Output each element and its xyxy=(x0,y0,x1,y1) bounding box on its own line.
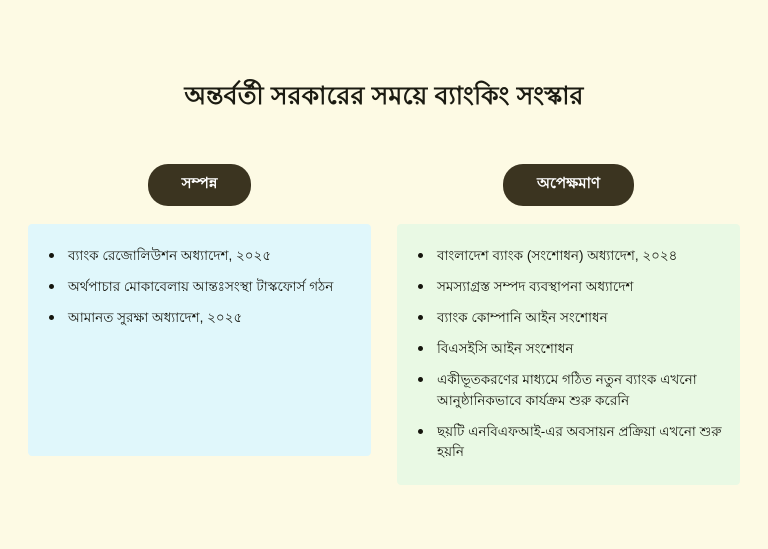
bullet-icon xyxy=(418,315,423,320)
list-item xyxy=(42,246,353,267)
list-item xyxy=(411,277,722,298)
list-item-text: একীভূতকরণের মাধ্যমে গঠিত নতুন ব্যাংক এখনো আনুষ্ঠানিকভাবে কার্যক্রম শুরু করেনি xyxy=(437,371,697,408)
bullet-icon xyxy=(49,253,54,258)
list-item-text: আমানত সুরক্ষা অধ্যাদেশ, ২০২৫ xyxy=(68,309,243,325)
card-pending xyxy=(397,224,740,485)
column-completed xyxy=(28,164,371,485)
bullet-icon xyxy=(418,284,423,289)
bullet-icon xyxy=(49,284,54,289)
list-completed xyxy=(42,246,353,329)
column-pending xyxy=(397,164,740,485)
column-heading-pending: অপেক্ষমাণ xyxy=(503,164,634,206)
bullet-icon xyxy=(418,429,423,434)
card-completed xyxy=(28,224,371,456)
list-item-text: অর্থপাচার মোকাবেলায় আন্তঃসংস্থা টাস্কফোর্স গঠন xyxy=(68,278,334,294)
list-item-text: বাংলাদেশ ব্যাংক (সংশোধন) অধ্যাদেশ, ২০২৪ xyxy=(437,248,678,263)
column-heading-completed: সম্পন্ন xyxy=(148,164,252,206)
bullet-icon xyxy=(418,377,423,382)
list-item xyxy=(42,308,353,329)
list-item-text: ব্যাংক রেজোলিউশন অধ্যাদেশ, ২০২৫ xyxy=(68,248,272,263)
list-item xyxy=(411,246,722,267)
bullet-icon xyxy=(418,253,423,258)
list-item xyxy=(411,422,722,464)
page-title: অন্তর্বর্তী সরকারের সময়ে ব্যাংকিং সংস্কার xyxy=(184,82,584,110)
bullet-icon xyxy=(418,346,423,351)
list-item-text: সমস্যাগ্রস্ত সম্পদ ব্যবস্থাপনা অধ্যাদেশ xyxy=(437,278,634,294)
list-item xyxy=(411,339,722,360)
bullet-icon xyxy=(49,315,54,320)
list-item-text: বিএসইসি আইন সংশোধন xyxy=(437,340,574,356)
list-item xyxy=(42,277,353,298)
list-item-text: ছয়টি এনবিএফআই-এর অবসায়ন প্রক্রিয়া এখনো শুরু হয়নি xyxy=(437,423,722,460)
list-pending xyxy=(411,246,722,463)
list-item-text: ব্যাংক কোম্পানি আইন সংশোধন xyxy=(437,309,608,325)
list-item xyxy=(411,370,722,412)
columns-container xyxy=(28,164,740,485)
list-item xyxy=(411,308,722,329)
